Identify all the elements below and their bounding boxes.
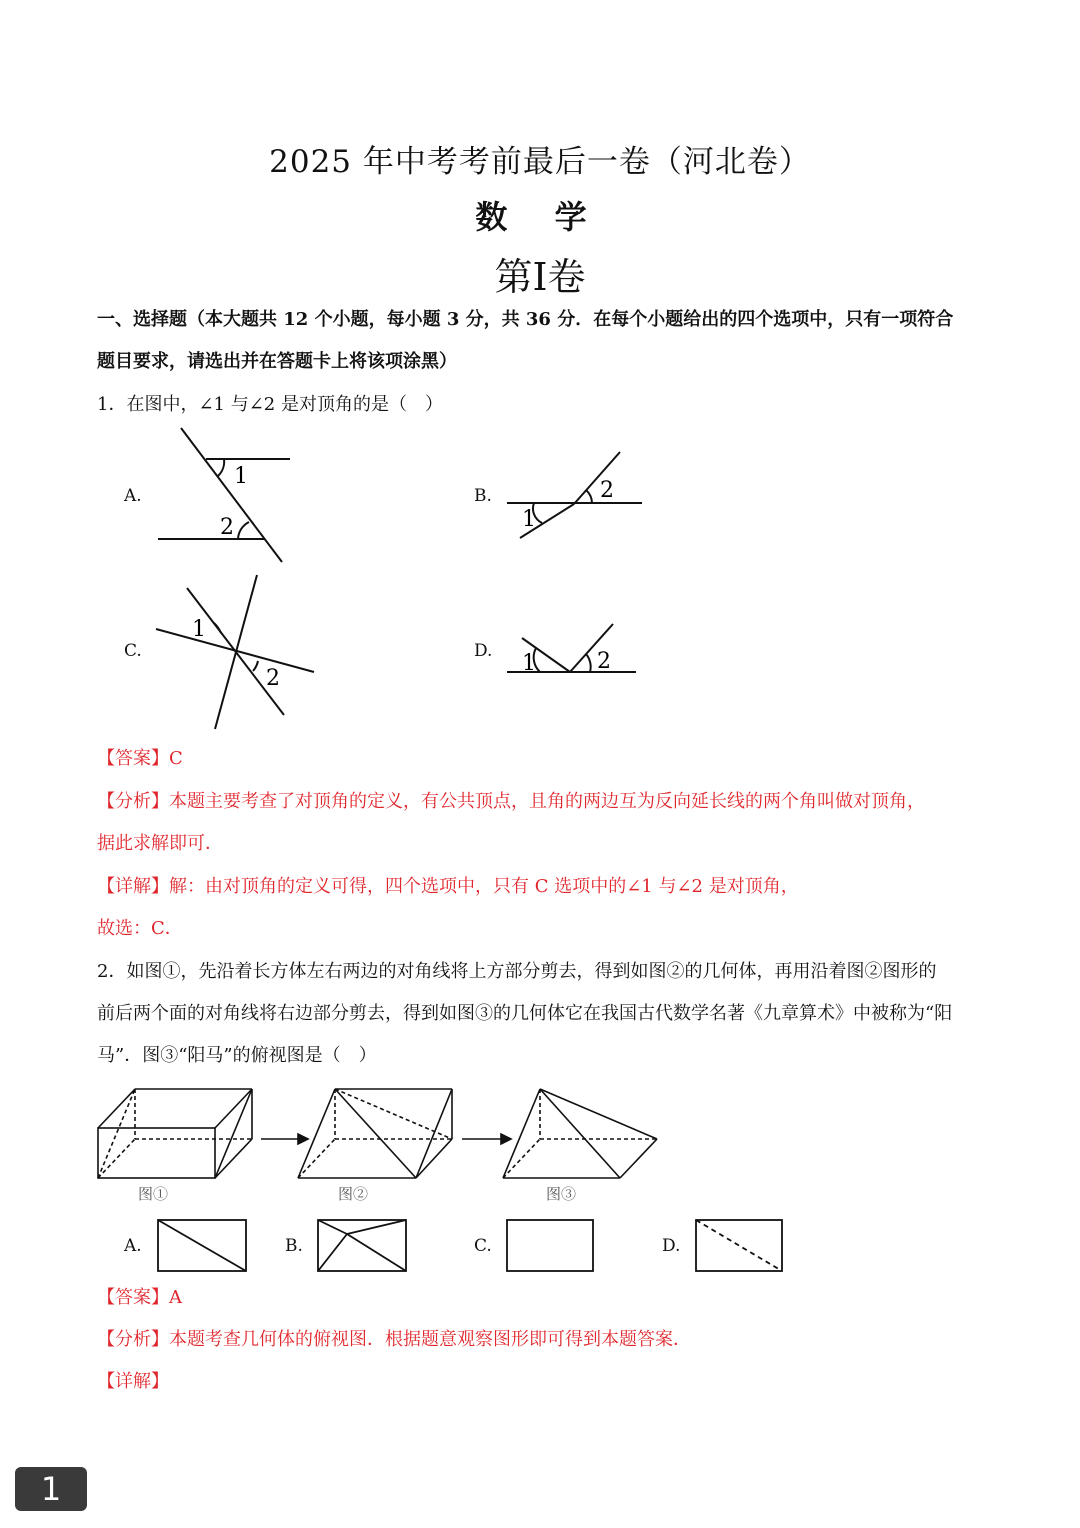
subject-heading: 数 学 — [475, 198, 605, 236]
q1-stem: 1．在图中，∠1 与∠2 是对顶角的是（ ） — [97, 394, 443, 415]
q2-stem-line1: 2．如图①，先沿着长方体左右两边的对角线将上方部分剪去，得到如图②的几何体，再用沿着图②图形的 — [97, 961, 937, 982]
q1-option-c-label: C. — [124, 641, 142, 661]
q1-d-angle1-label: 1 — [522, 651, 536, 676]
q2-option-a-label: A. — [124, 1236, 142, 1256]
q2-figure-3-caption: 图③ — [546, 1185, 577, 1203]
q1-figure-c — [150, 572, 320, 732]
q1-answer: 【答案】C — [97, 748, 183, 769]
q2-stem-line2: 前后两个面的对角线将右边部分剪去，得到如图③的几何体它在我国古代数学名著《九章算术》中被称为“阳 — [97, 1003, 953, 1024]
q2-option-c-label: C. — [474, 1236, 492, 1256]
q1-option-d-label: D. — [474, 641, 493, 661]
q1-a-angle1-label: 1 — [234, 464, 248, 489]
q1-figure-a — [150, 422, 300, 567]
q2-option-d-label: D. — [662, 1236, 681, 1256]
q1-b-angle1-label: 1 — [522, 507, 536, 532]
q2-option-d-figure — [694, 1218, 786, 1274]
q1-a-angle2-label: 2 — [220, 515, 234, 540]
exam-title: 2025 年中考考前最后一卷（河北卷） — [269, 144, 811, 180]
q1-choose: 故选：C． — [97, 918, 183, 939]
section-instructions-line1: 一、选择题（本大题共 12 个小题，每小题 3 分，共 36 分．在每个小题给出的四个选项中，只有一项符合 — [97, 309, 954, 330]
q2-option-a-figure — [156, 1218, 248, 1274]
q2-figure-2-caption: 图② — [338, 1185, 369, 1203]
q2-option-b-figure — [316, 1218, 408, 1274]
page-number-badge: 1 — [15, 1467, 87, 1511]
q1-c-angle2-label: 2 — [266, 666, 280, 691]
q1-d-angle2-label: 2 — [597, 649, 611, 674]
q1-c-angle1-label: 1 — [192, 617, 206, 642]
q1-option-a-label: A. — [124, 486, 142, 506]
q1-figure-d — [500, 618, 650, 678]
section-instructions-line2: 题目要求，请选出并在答题卡上将该项涂黑） — [97, 351, 457, 372]
q2-stem-line3: 马”．图③“阳马”的俯视图是（ ） — [97, 1045, 377, 1066]
q2-option-b-label: B. — [285, 1236, 303, 1256]
q1-figure-b — [500, 446, 650, 546]
q1-analysis-line1: 【分析】本题主要考查了对顶角的定义，有公共顶点，且角的两边互为反向延长线的两个角叫做对顶角， — [97, 791, 925, 812]
volume-heading: 第I卷 — [494, 255, 586, 299]
q2-process-figures — [90, 1080, 670, 1210]
q2-detail: 【详解】 — [97, 1371, 169, 1392]
q1-analysis-line2: 据此求解即可． — [97, 833, 223, 854]
q2-answer: 【答案】A — [97, 1287, 182, 1308]
q1-option-b-label: B. — [474, 486, 492, 506]
q2-figure-1-caption: 图① — [138, 1185, 169, 1203]
q1-detail: 【详解】解：由对顶角的定义可得，四个选项中，只有 C 选项中的∠1 与∠2 是对顶角， — [97, 876, 799, 897]
q2-analysis: 【分析】本题考查几何体的俯视图．根据题意观察图形即可得到本题答案． — [97, 1329, 691, 1350]
q1-b-angle2-label: 2 — [600, 478, 614, 503]
q2-option-c-figure — [505, 1218, 597, 1274]
